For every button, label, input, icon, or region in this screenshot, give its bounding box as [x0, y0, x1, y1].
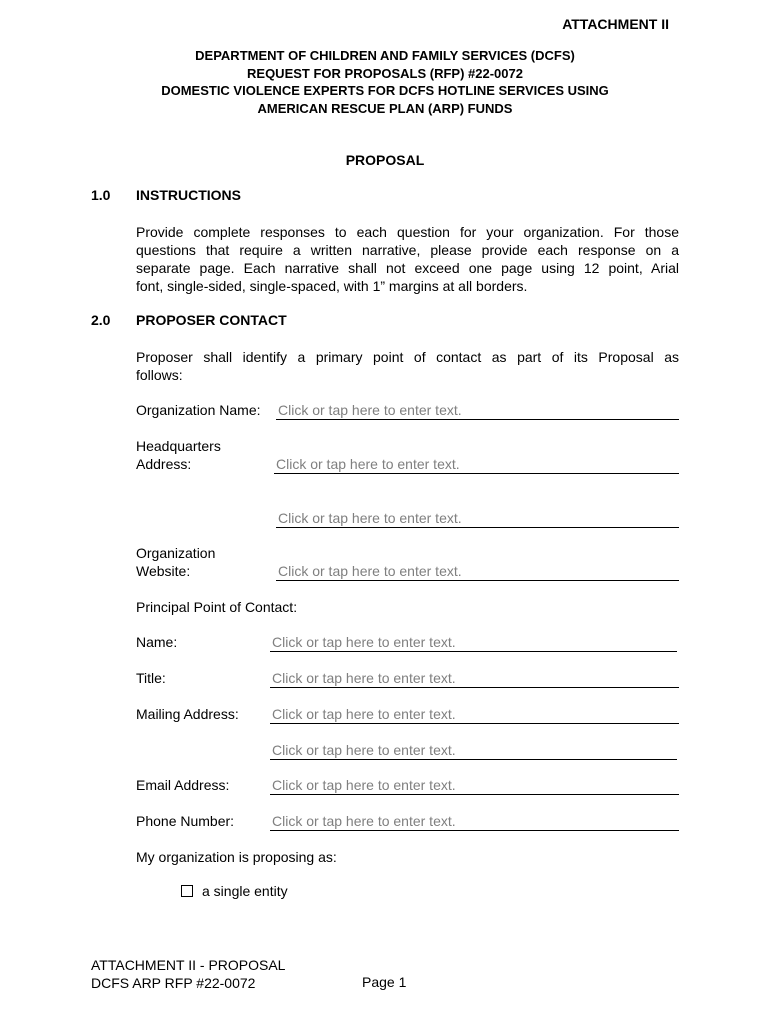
- footer-line-2: DCFS ARP RFP #22-0072: [91, 975, 256, 991]
- proposer-intro-line-1: Proposer shall identify a primary point of contact as part of its Proposal as: [136, 349, 679, 365]
- section-2-number: 2.0: [91, 312, 111, 328]
- principal-contact-label: Principal Point of Contact:: [136, 599, 298, 615]
- document-header: [0, 47, 770, 117]
- section-1-number: 1.0: [91, 187, 111, 203]
- hq-address-field-2[interactable]: Click or tap here to enter text.: [276, 509, 679, 528]
- name-label: Name:: [136, 634, 178, 650]
- footer: [91, 956, 285, 992]
- title-label: Title:: [136, 670, 166, 686]
- email-field[interactable]: Click or tap here to enter text.: [270, 776, 679, 795]
- proposing-as-label: My organization is proposing as:: [136, 849, 337, 865]
- instructions-line-2: questions that require a written narrative, please provide each response on a: [136, 242, 679, 258]
- header-line-4: AMERICAN RESCUE PLAN (ARP) FUNDS: [257, 100, 513, 116]
- instructions-paragraph: [136, 223, 679, 295]
- proposer-intro-line-2: follows:: [136, 367, 183, 383]
- instructions-line-1: Provide complete responses to each question for your organization. For those: [136, 224, 679, 240]
- title-field[interactable]: Click or tap here to enter text.: [270, 669, 679, 688]
- name-field[interactable]: Click or tap here to enter text.: [270, 633, 677, 652]
- section-2-title: PROPOSER CONTACT: [136, 312, 287, 328]
- website-field[interactable]: Click or tap here to enter text.: [276, 562, 679, 581]
- website-label-line-1: Organization: [136, 545, 216, 561]
- mailing-address-label: Mailing Address:: [136, 706, 239, 722]
- proposer-intro: [136, 348, 679, 384]
- org-name-label: Organization Name:: [136, 402, 261, 418]
- header-line-3: DOMESTIC VIOLENCE EXPERTS FOR DCFS HOTLINE SERVICES USING: [161, 83, 609, 98]
- section-1-title: INSTRUCTIONS: [136, 187, 241, 203]
- instructions-line-4: font, single-sided, single-spaced, with 1” margins at all borders.: [136, 278, 528, 294]
- instructions-line-3: separate page. Each narrative shall not exceed one page using 12 point, Arial: [136, 260, 679, 276]
- email-label: Email Address:: [136, 777, 230, 793]
- website-label-line-2: Website:: [136, 563, 191, 579]
- hq-address-label-line-2: Address:: [136, 456, 192, 472]
- single-entity-label: a single entity: [202, 883, 288, 899]
- header-line-2: REQUEST FOR PROPOSALS (RFP) #22-0072: [247, 65, 523, 81]
- phone-label: Phone Number:: [136, 813, 235, 829]
- single-entity-option[interactable]: [181, 883, 288, 899]
- header-line-1: DEPARTMENT OF CHILDREN AND FAMILY SERVICES (DCFS): [195, 48, 575, 63]
- mailing-address-field-1[interactable]: Click or tap here to enter text.: [270, 705, 679, 724]
- hq-address-field-1[interactable]: Click or tap here to enter text.: [274, 455, 679, 474]
- proposal-title: PROPOSAL: [345, 152, 425, 168]
- footer-line-1: ATTACHMENT II - PROPOSAL: [91, 957, 286, 973]
- page-number: Page 1: [362, 974, 407, 990]
- phone-field[interactable]: Click or tap here to enter text.: [270, 812, 679, 831]
- mailing-address-field-2[interactable]: Click or tap here to enter text.: [270, 741, 677, 760]
- hq-address-label-line-1: Headquarters: [136, 438, 221, 454]
- org-name-field[interactable]: Click or tap here to enter text.: [276, 401, 679, 420]
- attachment-label: ATTACHMENT II: [562, 16, 669, 32]
- single-entity-checkbox[interactable]: [181, 885, 193, 897]
